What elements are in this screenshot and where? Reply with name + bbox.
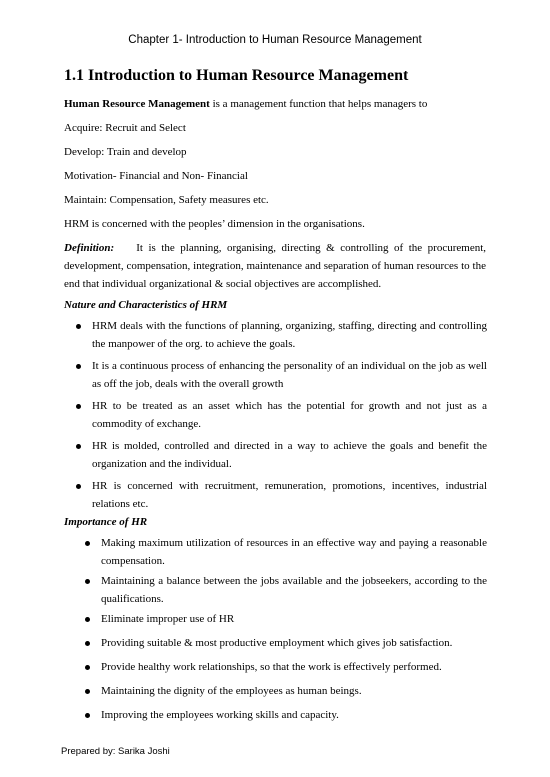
list-item: Maintaining the dignity of the employees as human beings. (101, 682, 487, 700)
list-item: Maintaining a balance between the jobs available and the jobseekers, according to the qualifications. (101, 572, 487, 608)
list-item: HR is molded, controlled and directed in a way to achieve the goals and benefit the organization and the individual. (92, 437, 487, 473)
intro-line-hrm: HRM is concerned with the peoples’ dimension in the organisations. (64, 218, 365, 230)
definition-paragraph (64, 239, 486, 293)
bullet-icon (85, 713, 90, 718)
list-item: Providing suitable & most productive employment which gives job satisfaction. (101, 634, 487, 652)
intro-line-acquire: Acquire: Recruit and Select (64, 122, 186, 134)
bullet-icon (76, 444, 81, 449)
bullet-icon (76, 404, 81, 409)
intro-line-motivation: Motivation- Financial and Non- Financial (64, 170, 248, 182)
page-header: Chapter 1- Introduction to Human Resource Management (128, 34, 422, 46)
section-heading: 1.1 Introduction to Human Resource Management (64, 67, 409, 84)
bullet-icon (85, 617, 90, 622)
nature-heading: Nature and Characteristics of HRM (64, 299, 228, 311)
list-item: Improving the employees working skills and capacity. (101, 706, 487, 724)
bullet-icon (85, 689, 90, 694)
intro-rest: is a management function that helps managers to (209, 98, 428, 110)
bullet-icon (85, 541, 90, 546)
bullet-icon (85, 665, 90, 670)
list-item: HRM deals with the functions of planning, organizing, staffing, directing and controlling the manpower of the org. to achieve the goals. (92, 317, 487, 353)
intro-line-develop: Develop: Train and develop (64, 146, 187, 158)
intro-line-maintain: Maintain: Compensation, Safety measures etc. (64, 194, 269, 206)
importance-heading: Importance of HR (64, 516, 148, 528)
bullet-icon (85, 579, 90, 584)
list-item: It is a continuous process of enhancing the personality of an individual on the job as well as off the job, deals with the overall growth (92, 357, 487, 393)
intro-paragraph (64, 95, 427, 113)
bullet-icon (76, 484, 81, 489)
list-item: Provide healthy work relationships, so that the work is effectively performed. (101, 658, 487, 676)
definition-text: It is the planning, organising, directing & controlling of the procurement, development, compensation, integration, maintenance and separation of human resources to the end that individual organizational & social objectives are accomplished. (64, 242, 487, 290)
list-item: HR to be treated as an asset which has the potential for growth and not just as a commodity of exchange. (92, 397, 487, 433)
page-footer: Prepared by: Sarika Joshi (61, 746, 170, 757)
list-item: Eliminate improper use of HR (101, 610, 487, 628)
bullet-icon (76, 324, 81, 329)
bullet-icon (76, 364, 81, 369)
intro-bold-term: Human Resource Management (64, 98, 210, 110)
list-item: Making maximum utilization of resources in an effective way and paying a reasonable compensation. (101, 534, 487, 570)
list-item: HR is concerned with recruitment, remuneration, promotions, incentives, industrial relations etc. (92, 477, 487, 513)
bullet-icon (85, 641, 90, 646)
definition-label: Definition: (64, 242, 115, 254)
